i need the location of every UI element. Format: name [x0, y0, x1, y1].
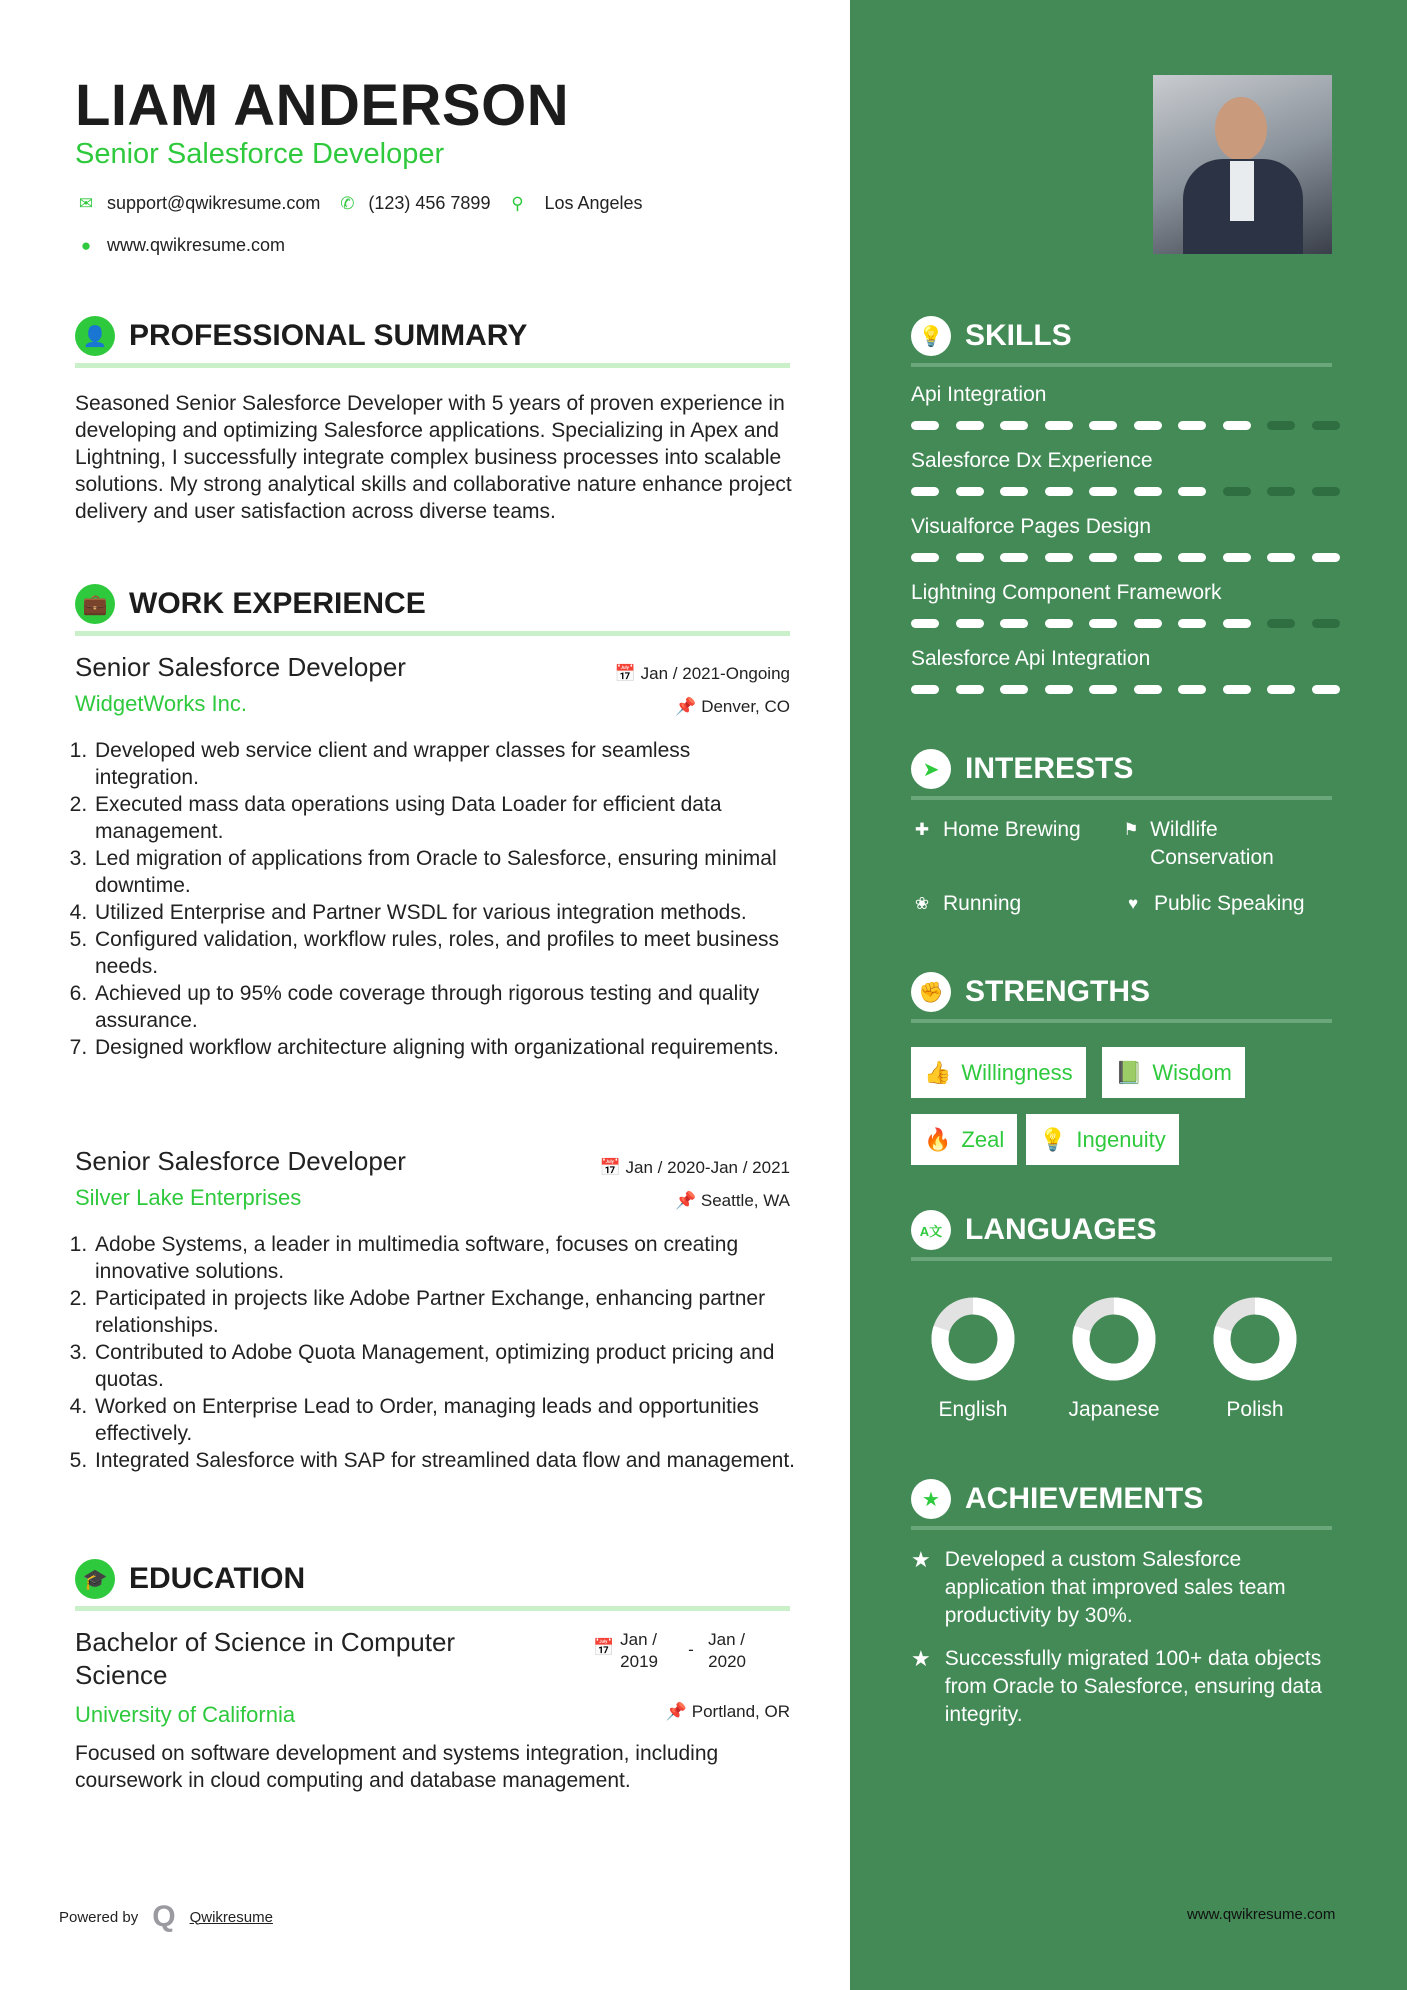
skill-level-bar: [911, 421, 1407, 430]
skill-dash: [1000, 487, 1028, 496]
skill-dash: [1178, 619, 1206, 628]
puzzle-icon: ✚: [914, 820, 930, 839]
skill-dash: [1223, 487, 1251, 496]
skill-dash: [911, 421, 939, 430]
qwikresume-logo-icon: Q: [152, 1900, 176, 1933]
skill-dash: [1045, 421, 1073, 430]
pin-icon: 📌: [675, 697, 702, 716]
skill-dash: [1223, 553, 1251, 562]
skill-dash: [1178, 553, 1206, 562]
divider: [911, 1257, 1332, 1261]
skill-dash: [911, 685, 939, 694]
calendar-icon: 📅: [599, 1158, 626, 1177]
email[interactable]: support@qwikresume.com: [107, 193, 321, 213]
footer-website[interactable]: www.qwikresume.com: [1187, 1906, 1336, 1923]
skill-level-bar: [911, 487, 1407, 496]
skill-dash: [1223, 619, 1251, 628]
website[interactable]: www.qwikresume.com: [107, 235, 286, 255]
list-item: 1. Developed web service client and wrapper classes for seamless integration.: [93, 737, 795, 791]
skill-name: Api Integration: [911, 383, 1047, 406]
calendar-icon: 📅: [614, 664, 641, 683]
skill-dash: [911, 619, 939, 628]
star-icon: ★: [911, 1479, 951, 1519]
strength-chip: 🔥 Zeal: [911, 1114, 1017, 1165]
fist-icon: ✊: [911, 972, 951, 1012]
interest-item: ⚑ Wildlife Conservation: [1122, 816, 1312, 872]
education-entry: [75, 1626, 790, 1794]
skill-dash: [1089, 685, 1117, 694]
skill-name: Lightning Component Framework: [911, 581, 1222, 604]
skill-dash: [1045, 685, 1073, 694]
language-item: [1185, 1295, 1325, 1422]
phone-icon: ✆: [340, 193, 355, 213]
skill-dash: [1267, 421, 1295, 430]
skill-dash: [1267, 487, 1295, 496]
calendar-icon: 📅: [593, 1638, 615, 1657]
divider: [911, 796, 1332, 800]
divider: [911, 1019, 1332, 1023]
skill-item: [911, 449, 1407, 515]
divider: [75, 631, 790, 636]
lightbulb-icon: 💡: [911, 316, 951, 356]
star-icon: ★: [911, 1646, 931, 1671]
skill-item: [911, 647, 1407, 713]
globe-icon: ●: [80, 235, 92, 255]
job-title: Senior Salesforce Developer: [75, 1146, 406, 1176]
job-dates: 📅 Jan / 2021-Ongoing: [614, 664, 790, 683]
skill-dash: [1134, 685, 1162, 694]
skills-section: [911, 316, 1407, 713]
briefcase-icon: 💼: [75, 584, 115, 624]
education-section: [75, 1559, 790, 1611]
school: University of California: [75, 1702, 296, 1727]
profile-photo: [1153, 75, 1332, 254]
language-item: [903, 1295, 1043, 1422]
graduate-icon: 🎓: [75, 1559, 115, 1599]
section-heading: ACHIEVEMENTS: [965, 1482, 1204, 1515]
experience-section: [75, 584, 790, 636]
skill-dash: [1223, 685, 1251, 694]
skill-dash: [1045, 619, 1073, 628]
skill-dash: [1000, 421, 1028, 430]
strength-chip: 📗 Wisdom: [1102, 1047, 1245, 1098]
skill-dash: [956, 421, 984, 430]
skill-dash: [956, 619, 984, 628]
divider: [75, 1606, 790, 1611]
divider: [75, 363, 790, 368]
skill-name: Salesforce Dx Experience: [911, 449, 1153, 472]
list-item: 5. Configured validation, workflow rules, roles, and profiles to meet business needs.: [93, 926, 795, 980]
skill-dash: [1178, 487, 1206, 496]
section-heading: WORK EXPERIENCE: [129, 587, 426, 620]
skill-dash: [1134, 619, 1162, 628]
skill-dash: [1000, 619, 1028, 628]
list-item: 3. Led migration of applications from Oracle to Salesforce, ensuring minimal downtime.: [93, 845, 795, 899]
languages-section: [911, 1210, 1407, 1261]
language-icon: A文: [911, 1210, 951, 1250]
strengths-section: [911, 972, 1407, 1023]
skill-level-bar: [911, 553, 1407, 562]
achievement-item: ★ Successfully migrated 100+ data objects from Oracle to Salesforce, ensuring data integrity.: [911, 1645, 1331, 1729]
skill-name: Salesforce Api Integration: [911, 647, 1151, 670]
skill-dash: [1134, 487, 1162, 496]
location: Los Angeles: [544, 193, 643, 213]
education-location: 📌 Portland, OR: [665, 1702, 790, 1721]
achievement-item: ★ Developed a custom Salesforce application that improved sales team productivity by 30%.: [911, 1546, 1331, 1630]
language-item: [1044, 1295, 1184, 1422]
skill-dash: [1000, 553, 1028, 562]
skill-dash: [1312, 487, 1340, 496]
star-icon: ★: [911, 1547, 931, 1572]
skill-dash: [1267, 619, 1295, 628]
list-item: 3. Contributed to Adobe Quota Management, optimizing product pricing and quotas.: [93, 1339, 795, 1393]
list-item: 2. Executed mass data operations using Data Loader for efficient data management.: [93, 791, 795, 845]
skill-dash: [1312, 553, 1340, 562]
skill-dash: [956, 553, 984, 562]
list-item: 1. Adobe Systems, a leader in multimedia software, focuses on creating innovative solutions.: [93, 1231, 795, 1285]
qwikresume-link[interactable]: Qwikresume: [189, 1908, 273, 1926]
job-bullets: [75, 1231, 795, 1474]
strength-chip: 💡 Ingenuity: [1026, 1114, 1179, 1165]
phone: (123) 456 7899: [368, 193, 491, 213]
achievements-section: [911, 1479, 1407, 1530]
skill-item: [911, 581, 1407, 647]
skill-name: Visualforce Pages Design: [911, 515, 1152, 538]
skill-level-bar: [911, 685, 1407, 694]
pin-icon: 📌: [665, 1702, 692, 1721]
skill-dash: [1134, 421, 1162, 430]
language-donut: [1185, 1295, 1325, 1385]
skill-level-bar: [911, 619, 1407, 628]
candidate-name: LIAM ANDERSON: [75, 73, 570, 138]
company: Silver Lake Enterprises: [75, 1185, 302, 1210]
contact-row: [75, 193, 643, 214]
skill-dash: [1178, 421, 1206, 430]
skill-dash: [911, 487, 939, 496]
skill-dash: [1089, 553, 1117, 562]
skill-dash: [1223, 421, 1251, 430]
skill-dash: [1089, 619, 1117, 628]
section-heading: PROFESSIONAL SUMMARY: [129, 319, 528, 352]
paper-plane-icon: ➤: [911, 749, 951, 789]
section-heading: LANGUAGES: [965, 1213, 1157, 1246]
interests-section: [911, 749, 1407, 800]
job-entry: [75, 1146, 796, 1474]
list-item: 6. Achieved up to 95% code coverage through rigorous testing and quality assurance.: [93, 980, 795, 1034]
education-text: Focused on software development and systems integration, including coursework in cloud computing and database management.: [75, 1742, 719, 1792]
education-dates: 📅 Jan / 2019 - Jan / 2020: [593, 1630, 746, 1671]
list-item: 5. Integrated Salesforce with SAP for streamlined data flow and management.: [93, 1447, 795, 1474]
flag-icon: ⚑: [1123, 820, 1139, 839]
skill-dash: [1312, 685, 1340, 694]
skill-dash: [911, 553, 939, 562]
lightbulb-icon: 💡: [1039, 1126, 1067, 1152]
skill-dash: [1312, 619, 1340, 628]
skill-dash: [1045, 487, 1073, 496]
skill-item: [911, 383, 1407, 449]
paw-icon: ❀: [914, 894, 930, 913]
job-title: Senior Salesforce Developer: [75, 652, 406, 682]
skill-dash: [1000, 685, 1028, 694]
job-entry: [75, 652, 790, 1061]
candidate-title: Senior Salesforce Developer: [75, 138, 445, 170]
language-name: English: [938, 1398, 1008, 1421]
skill-dash: [1267, 553, 1295, 562]
interest-item: ♥ Public Speaking: [1122, 890, 1305, 918]
job-location: 📌 Denver, CO: [675, 697, 790, 716]
summary-text: Seasoned Senior Salesforce Developer with 5 years of proven experience in developing and optimizing Salesforce applications. Specializing in Apex and Lightning, I successfully integrate complex business processes into scalable solutions. My strong analytical skills and collaborative nature enhance project delivery and user satisfaction across diverse teams.: [75, 392, 792, 523]
section-heading: SKILLS: [965, 319, 1072, 352]
fire-icon: 🔥: [924, 1126, 952, 1152]
interest-item: ✚ Home Brewing: [911, 816, 1081, 844]
list-item: 2. Participated in projects like Adobe Partner Exchange, enhancing partner relationships.: [93, 1285, 795, 1339]
skill-dash: [956, 685, 984, 694]
skill-dash: [1178, 685, 1206, 694]
skill-dash: [1134, 553, 1162, 562]
language-donut: [1044, 1295, 1184, 1385]
pin-icon: 📌: [674, 1191, 701, 1210]
skill-dash: [1089, 421, 1117, 430]
interest-item: ❀ Running: [911, 890, 1021, 918]
language-name: Polish: [1226, 1398, 1284, 1421]
envelope-icon: ✉: [78, 193, 94, 213]
skill-dash: [1089, 487, 1117, 496]
section-heading: EDUCATION: [129, 1562, 306, 1595]
language-name: Japanese: [1068, 1398, 1160, 1421]
job-location: 📌 Seattle, WA: [674, 1191, 790, 1210]
skill-dash: [1267, 685, 1295, 694]
divider: [911, 1526, 1332, 1530]
skill-dash: [1312, 421, 1340, 430]
heartbeat-icon: ♥: [1127, 894, 1139, 913]
list-item: 7. Designed workflow architecture aligning with organizational requirements.: [93, 1034, 795, 1061]
degree: Bachelor of Science in Computer Science: [75, 1627, 456, 1690]
website-row: [75, 235, 285, 256]
summary-section: [75, 316, 795, 525]
book-icon: 📗: [1115, 1059, 1143, 1085]
list-item: 4. Utilized Enterprise and Partner WSDL for various integration methods.: [93, 899, 795, 926]
company: WidgetWorks Inc.: [75, 691, 247, 716]
section-heading: STRENGTHS: [965, 975, 1151, 1008]
divider: [911, 363, 1332, 367]
user-icon: 👤: [75, 316, 115, 356]
map-marker-icon: ⚲: [511, 193, 524, 213]
sidebar: [850, 0, 1407, 1990]
skill-dash: [956, 487, 984, 496]
strength-chip: 👍 Willingness: [911, 1047, 1086, 1098]
thumbs-up-icon: 👍: [924, 1059, 952, 1085]
section-heading: INTERESTS: [965, 752, 1134, 785]
skill-dash: [1045, 553, 1073, 562]
job-bullets: [75, 737, 795, 1061]
job-dates: 📅 Jan / 2020-Jan / 2021: [599, 1158, 790, 1177]
footer-brand: [59, 1900, 273, 1934]
list-item: 4. Worked on Enterprise Lead to Order, managing leads and opportunities effectively.: [93, 1393, 795, 1447]
skill-item: [911, 515, 1407, 581]
language-donut: [903, 1295, 1043, 1385]
powered-by: Powered by: [59, 1908, 139, 1926]
